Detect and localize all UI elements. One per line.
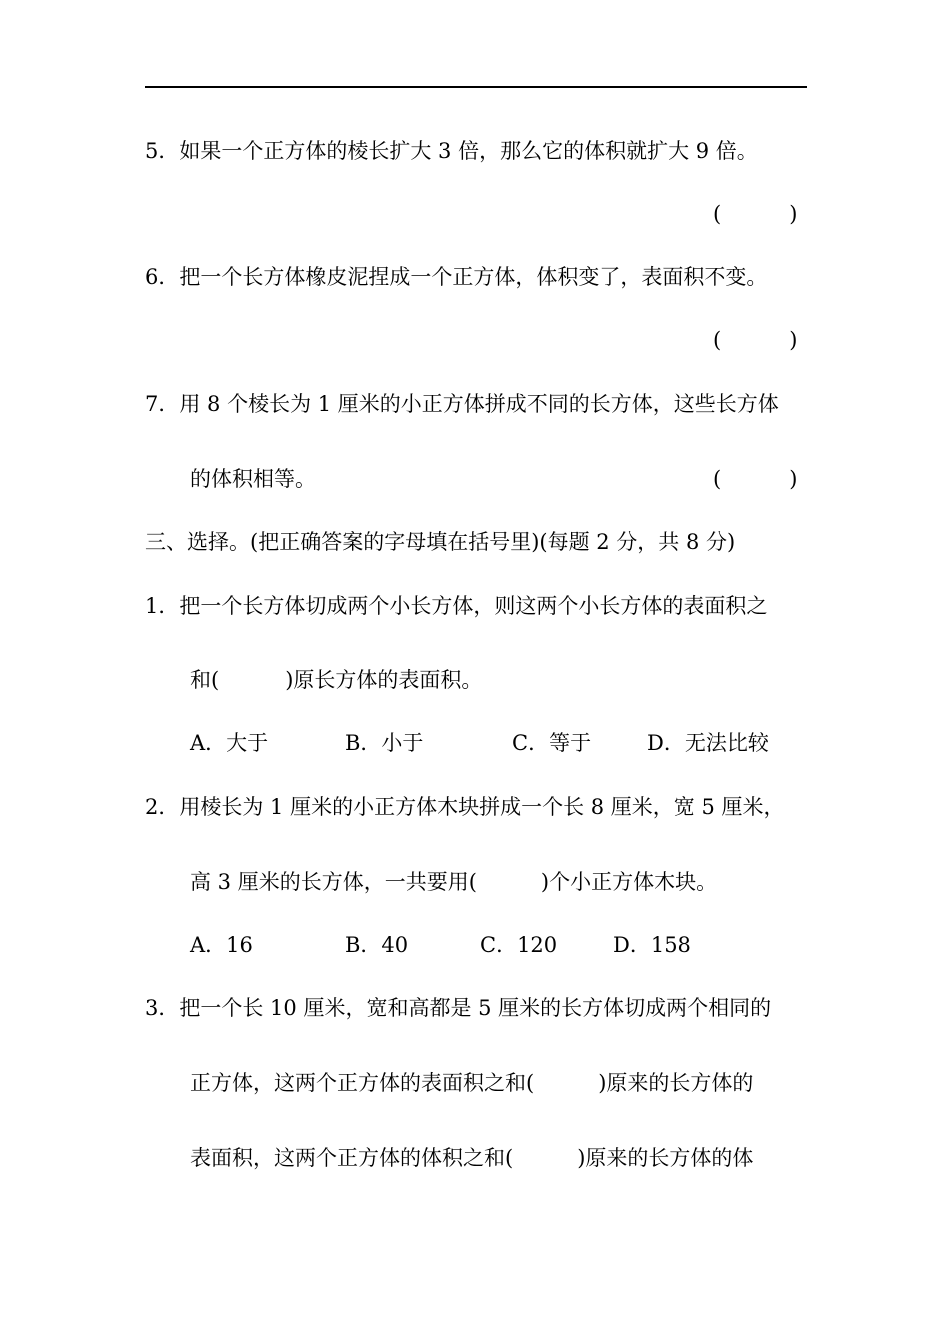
choice-option-d[interactable]: D．无法比较 bbox=[647, 731, 769, 755]
question-number: 3． bbox=[145, 996, 180, 1020]
choice-option-a[interactable]: A．大于 bbox=[190, 731, 269, 755]
choice-question-1 bbox=[145, 592, 767, 620]
text-before-blank: 正方体，这两个正方体的表面积之和( bbox=[190, 1071, 535, 1095]
question-text: 把一个长方体橡皮泥捏成一个正方体，体积变了，表面积不变。 bbox=[179, 265, 768, 289]
text-before-blank: 和( bbox=[190, 668, 220, 692]
text-after-blank: )原长方体的表面积。 bbox=[285, 668, 483, 692]
text-before-blank: 表面积，这两个正方体的体积之和( bbox=[190, 1146, 514, 1170]
judgment-question-6 bbox=[145, 263, 767, 291]
section-heading: 三、选择。(把正确答案的字母填在括号里)(每题 2 分，共 8 分) bbox=[145, 530, 736, 554]
text-after-blank: )原来的长方体的 bbox=[598, 1071, 754, 1095]
choice-question-2 bbox=[145, 793, 785, 821]
choice-question-3-line3 bbox=[190, 1144, 753, 1172]
question-7-continuation: 的体积相等。 bbox=[190, 467, 316, 491]
paren-close: ) bbox=[789, 328, 798, 352]
question-text: 把一个长方体切成两个小长方体，则这两个小长方体的表面积之 bbox=[179, 594, 768, 618]
paren-open: ( bbox=[713, 467, 722, 491]
question-number: 5． bbox=[145, 139, 180, 163]
question-number: 1． bbox=[145, 594, 180, 618]
question-number: 7． bbox=[145, 392, 180, 416]
text-before-blank: 高 3 厘米的长方体，一共要用( bbox=[190, 870, 477, 894]
choice-option-a[interactable]: A．16 bbox=[190, 933, 253, 957]
choice-question-2-line2 bbox=[190, 868, 717, 896]
question-text: 把一个长 10 厘米，宽和高都是 5 厘米的长方体切成两个相同的 bbox=[179, 996, 772, 1020]
choice-question-3-line2 bbox=[190, 1069, 753, 1097]
text-after-blank: )原来的长方体的体 bbox=[577, 1146, 754, 1170]
choice-option-b[interactable]: B．40 bbox=[345, 933, 409, 957]
paren-open: ( bbox=[713, 202, 722, 226]
choice-question-1-line2 bbox=[190, 666, 482, 694]
answer-parentheses-q5[interactable] bbox=[713, 200, 797, 228]
paren-close: ) bbox=[789, 202, 798, 226]
paren-close: ) bbox=[789, 467, 798, 491]
answer-parentheses-q7[interactable] bbox=[713, 465, 797, 493]
choice-question-3 bbox=[145, 994, 771, 1022]
question-number: 2． bbox=[145, 795, 180, 819]
judgment-question-7 bbox=[145, 390, 779, 418]
question-text: 如果一个正方体的棱长扩大 3 倍，那么它的体积就扩大 9 倍。 bbox=[179, 139, 758, 163]
answer-parentheses-q6[interactable] bbox=[713, 326, 797, 354]
header-rule bbox=[145, 86, 807, 88]
paren-open: ( bbox=[713, 328, 722, 352]
choice-option-c[interactable]: C．120 bbox=[480, 933, 558, 957]
question-number: 6． bbox=[145, 265, 180, 289]
question-text: 用 8 个棱长为 1 厘米的小正方体拼成不同的长方体，这些长方体 bbox=[179, 392, 779, 416]
text-after-blank: )个小正方体木块。 bbox=[540, 870, 718, 894]
question-text: 用棱长为 1 厘米的小正方体木块拼成一个长 8 厘米，宽 5 厘米， bbox=[179, 795, 785, 819]
choice-option-b[interactable]: B．小于 bbox=[345, 731, 424, 755]
choice-option-d[interactable]: D．158 bbox=[613, 933, 691, 957]
choice-option-c[interactable]: C．等于 bbox=[512, 731, 592, 755]
judgment-question-5 bbox=[145, 137, 758, 165]
